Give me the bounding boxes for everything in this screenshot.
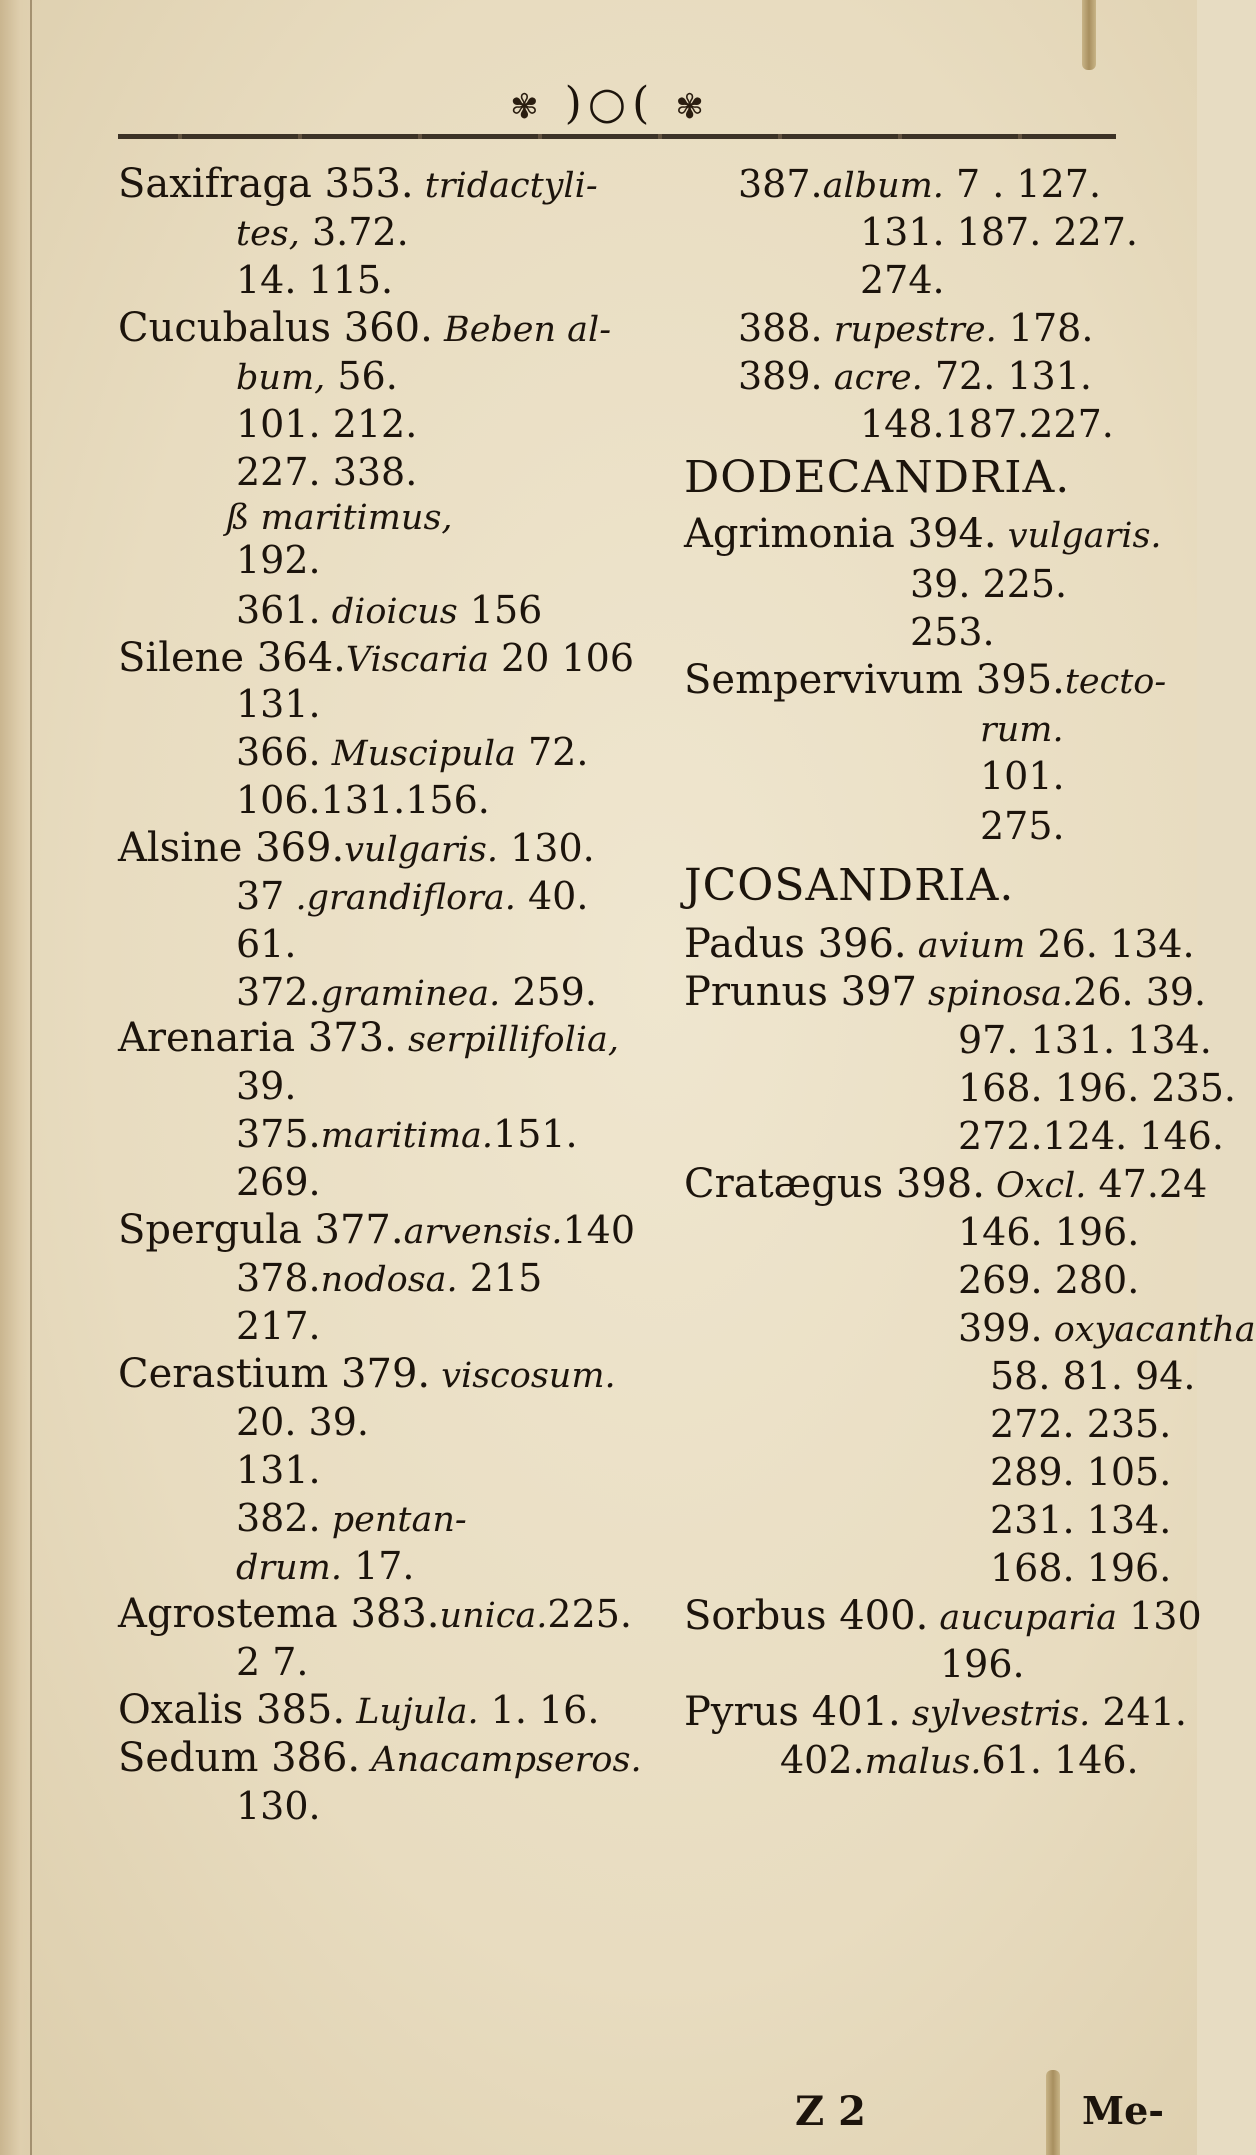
left-index-line [236, 682, 321, 726]
right-index-line [980, 706, 1064, 752]
species-name: tes, [236, 214, 300, 254]
right-index-line [684, 922, 1195, 968]
page-numbers: 7 . 127. [943, 162, 1102, 206]
page-numbers: 289. 105. [990, 1450, 1172, 1494]
species-name: drum. [236, 1548, 342, 1588]
left-index-line [236, 1544, 415, 1590]
left-index-line [236, 1784, 321, 1828]
page-numbers: 402. [780, 1738, 865, 1782]
page-numbers: 130. [498, 826, 595, 870]
genus-entry: Cerastium 379. [118, 1351, 431, 1397]
left-index-line [118, 1016, 619, 1062]
page-numbers: 388. [738, 306, 823, 350]
right-index-line [780, 1738, 1139, 1784]
page-numbers: 39. [236, 1064, 297, 1108]
class-heading: DODECANDRIA. [684, 452, 1071, 503]
right-index-line [684, 452, 1071, 503]
page-numbers: 40. [515, 874, 589, 918]
left-index-line [118, 162, 598, 208]
species-name: spinosa. [916, 974, 1074, 1014]
species-name: Viscaria [345, 640, 489, 680]
page-numbers: 272. 235. [990, 1402, 1172, 1446]
signature-mark: Z 2 [795, 2088, 866, 2135]
left-index-line [236, 1304, 321, 1348]
page-numbers: 131. [236, 682, 321, 726]
page-edge-shadow [0, 0, 34, 2155]
species-name: pentan- [320, 1500, 467, 1540]
species-name: dioicus [320, 592, 458, 632]
page-numbers: 26. 39. [1073, 970, 1207, 1014]
genus-entry: Spergula 377. [118, 1207, 404, 1253]
right-index-line [990, 1450, 1171, 1494]
genus-entry: Prunus 397 [684, 969, 917, 1015]
left-index-line [118, 1736, 642, 1782]
left-index-line [236, 1496, 467, 1542]
page-numbers: 241. [1090, 1690, 1187, 1734]
page-numbers: 72. [515, 730, 589, 774]
page-numbers: 227. 338. [236, 450, 418, 494]
species-name: Lujula. [345, 1692, 479, 1732]
catchword: Me- [1082, 2088, 1165, 2133]
species-name: aucuparia [928, 1598, 1118, 1638]
genus-entry: Silene 364. [118, 635, 346, 681]
species-name: rupestre. [822, 310, 997, 350]
right-index-line [860, 210, 1138, 254]
page-numbers: 168. 196. [990, 1546, 1172, 1590]
species-name: tridactyli- [413, 166, 598, 206]
left-index-line [118, 306, 611, 352]
left-index-line [118, 826, 595, 872]
left-index-line [236, 778, 490, 822]
page-numbers: 61. 146. [981, 1738, 1139, 1782]
page-numbers: 130 [1117, 1594, 1202, 1638]
page-numbers: 178. [996, 306, 1094, 350]
left-index-line [236, 1640, 309, 1684]
left-index-line [236, 1256, 542, 1302]
right-index-line [940, 1642, 1025, 1686]
species-name: rum. [980, 710, 1064, 750]
species-name: vulgaris. [344, 830, 499, 870]
species-name: .grandiflora. [284, 878, 516, 918]
page-numbers: 389. [738, 354, 823, 398]
genus-entry: Padus 396. [684, 921, 907, 967]
page-numbers: 106.131.156. [236, 778, 490, 822]
page-numbers: 130. [236, 1784, 321, 1828]
page-numbers: 253. [910, 610, 995, 654]
right-index-line [958, 1114, 1224, 1158]
species-name: serpillifolia, [396, 1020, 619, 1060]
right-index-line [684, 970, 1206, 1016]
left-index-line [236, 538, 321, 582]
page-numbers: 217. [236, 1304, 321, 1348]
genus-entry: Saxifraga 353. [118, 161, 414, 207]
class-heading: JCOSANDRIA. [684, 860, 1015, 911]
page-numbers: 20. 39. [236, 1400, 369, 1444]
left-index-line [118, 1208, 635, 1254]
left-index-line [236, 874, 588, 920]
left-index-line [226, 494, 453, 540]
left-index-line [236, 1448, 321, 1492]
page-numbers: 140 [562, 1208, 635, 1252]
right-index-line [958, 1306, 1256, 1352]
right-index-line [990, 1498, 1171, 1542]
running-header [455, 78, 765, 128]
species-name: arvensis. [403, 1212, 563, 1252]
genus-entry: Oxalis 385. [118, 1687, 346, 1733]
left-index-line [236, 922, 296, 966]
page-numbers: 399. [958, 1306, 1043, 1350]
left-index-line [236, 450, 417, 494]
species-name: viscosum. [430, 1356, 616, 1396]
left-index-line [236, 1400, 369, 1444]
left-index-line [118, 1352, 616, 1398]
species-name: tecto- [1064, 662, 1167, 702]
page-numbers: 58. 81. 94. [990, 1354, 1196, 1398]
page-numbers: 215 [457, 1256, 543, 1300]
ornament-right-icon: ✾ [675, 87, 710, 127]
right-index-line [958, 1210, 1139, 1254]
genus-entry: Cratægus 398. [684, 1161, 985, 1207]
left-index-line [236, 1064, 296, 1108]
page-numbers: 259. [500, 970, 597, 1014]
page-numbers: 387. [738, 162, 823, 206]
binding-line [30, 0, 32, 2155]
species-name: bum, [236, 358, 326, 398]
page-numbers: 192. [236, 538, 321, 582]
left-index-line [236, 970, 597, 1016]
page-numbers: 61. [236, 922, 297, 966]
page-numbers: 56. [325, 354, 398, 398]
right-index-line [684, 512, 1162, 558]
page-numbers: 14. 115. [236, 258, 394, 302]
right-index-line [684, 658, 1166, 704]
page-numbers: 272.124. 146. [958, 1114, 1224, 1158]
page-numbers: 372. [236, 970, 321, 1014]
page-numbers: 196. [940, 1642, 1025, 1686]
right-index-line [684, 1594, 1202, 1640]
page-numbers: 1. 16. [478, 1688, 600, 1732]
left-index-line [236, 1112, 578, 1158]
species-name: oxyacantha [1042, 1310, 1256, 1350]
page-numbers: 146. 196. [958, 1210, 1140, 1254]
right-index-line [738, 354, 1092, 400]
header-rule [118, 134, 1116, 139]
ornament-left-icon: ✾ [510, 87, 545, 127]
left-index-line [236, 210, 409, 256]
left-index-line [118, 1688, 599, 1734]
left-index-line [118, 636, 634, 682]
genus-entry: Agrimonia 394. [684, 511, 997, 557]
species-name: Anacampseros. [360, 1740, 642, 1780]
species-name: Muscipula [320, 734, 516, 774]
page-numbers: 375. [236, 1112, 321, 1156]
page-numbers: 269. [236, 1160, 321, 1204]
page-numbers: 72. 131. [922, 354, 1092, 398]
right-index-line [958, 1066, 1236, 1110]
genus-entry: Arenaria 373. [118, 1015, 397, 1061]
left-index-line [236, 258, 393, 302]
page-numbers: 26. 134. [1025, 922, 1195, 966]
right-index-line [684, 1162, 1207, 1208]
page-numbers: 274. [860, 258, 945, 302]
page-numbers: 151. [493, 1112, 578, 1156]
page-numbers: 168. 196. 235. [958, 1066, 1236, 1110]
species-name: Oxcl. [984, 1166, 1087, 1206]
left-index-line [236, 588, 542, 634]
genus-entry: Sedum 386. [118, 1735, 361, 1781]
header-text: )○( [564, 78, 656, 129]
page-numbers: 3.72. [299, 210, 409, 254]
page-numbers: 131. [236, 1448, 321, 1492]
species-name: acre. [822, 358, 923, 398]
species-name: unica. [439, 1596, 548, 1636]
page-numbers: 275. [980, 804, 1065, 848]
page-numbers: 47.24 [1086, 1162, 1208, 1206]
genus-entry: Sempervivum 395. [684, 657, 1065, 703]
right-index-line [958, 1258, 1139, 1302]
page-numbers: 37 [236, 874, 285, 918]
right-index-line [684, 860, 1015, 911]
right-index-line [910, 562, 1067, 606]
page-numbers: 101. 212. [236, 402, 418, 446]
species-name: graminea. [320, 974, 501, 1014]
genus-entry: Cucubalus 360. [118, 305, 433, 351]
right-index-line [860, 402, 1114, 446]
right-index-line [990, 1354, 1195, 1398]
page-numbers: 378. [236, 1256, 321, 1300]
page-numbers: 156 [457, 588, 543, 632]
page-numbers: 148.187.227. [860, 402, 1114, 446]
left-index-line [236, 730, 588, 776]
species-name: Beben al- [432, 310, 612, 350]
species-name: sylvestris. [900, 1694, 1091, 1734]
genus-entry: Sorbus 400. [684, 1593, 929, 1639]
species-name: maritima. [320, 1116, 494, 1156]
right-index-line [980, 754, 1065, 798]
right-index-line [684, 1690, 1187, 1736]
page-numbers: 269. 280. [958, 1258, 1140, 1302]
genus-entry: Pyrus 401. [684, 1689, 901, 1735]
right-index-line [980, 804, 1065, 848]
page-numbers: 231. 134. [990, 1498, 1172, 1542]
left-index-line [236, 354, 398, 400]
species-name: nodosa. [320, 1260, 458, 1300]
genus-entry: Agrostema 383. [118, 1591, 440, 1637]
left-index-line [118, 1592, 632, 1638]
page-numbers: 131. 187. 227. [860, 210, 1138, 254]
page-numbers: 97. 131. 134. [958, 1018, 1212, 1062]
page-numbers: 225. [547, 1592, 633, 1636]
species-name: vulgaris. [996, 516, 1162, 556]
right-index-line [910, 610, 995, 654]
page-numbers: 39. 225. [910, 562, 1068, 606]
right-index-line [990, 1402, 1171, 1446]
page-numbers: 382. [236, 1496, 321, 1540]
right-index-line [958, 1018, 1212, 1062]
page-numbers: 101. [980, 754, 1065, 798]
page-numbers: 17. [342, 1544, 415, 1588]
right-index-line [860, 258, 945, 302]
page-numbers: 366. [236, 730, 321, 774]
left-index-line [236, 402, 417, 446]
page-numbers: 361. [236, 588, 321, 632]
right-index-line [990, 1546, 1171, 1590]
binding-thread-bottom [1046, 2070, 1060, 2155]
page-numbers: 2 7. [236, 1640, 309, 1684]
page-numbers: 20 106 [488, 636, 634, 680]
left-index-line [236, 1160, 321, 1204]
species-name: avium [906, 926, 1026, 966]
right-index-line [738, 162, 1101, 208]
species-name: malus. [864, 1742, 982, 1782]
right-index-line [738, 306, 1093, 352]
species-name: album. [822, 166, 944, 206]
binding-thread-top [1082, 0, 1096, 70]
genus-entry: Alsine 369. [118, 825, 345, 871]
species-name: ß maritimus, [226, 498, 453, 538]
